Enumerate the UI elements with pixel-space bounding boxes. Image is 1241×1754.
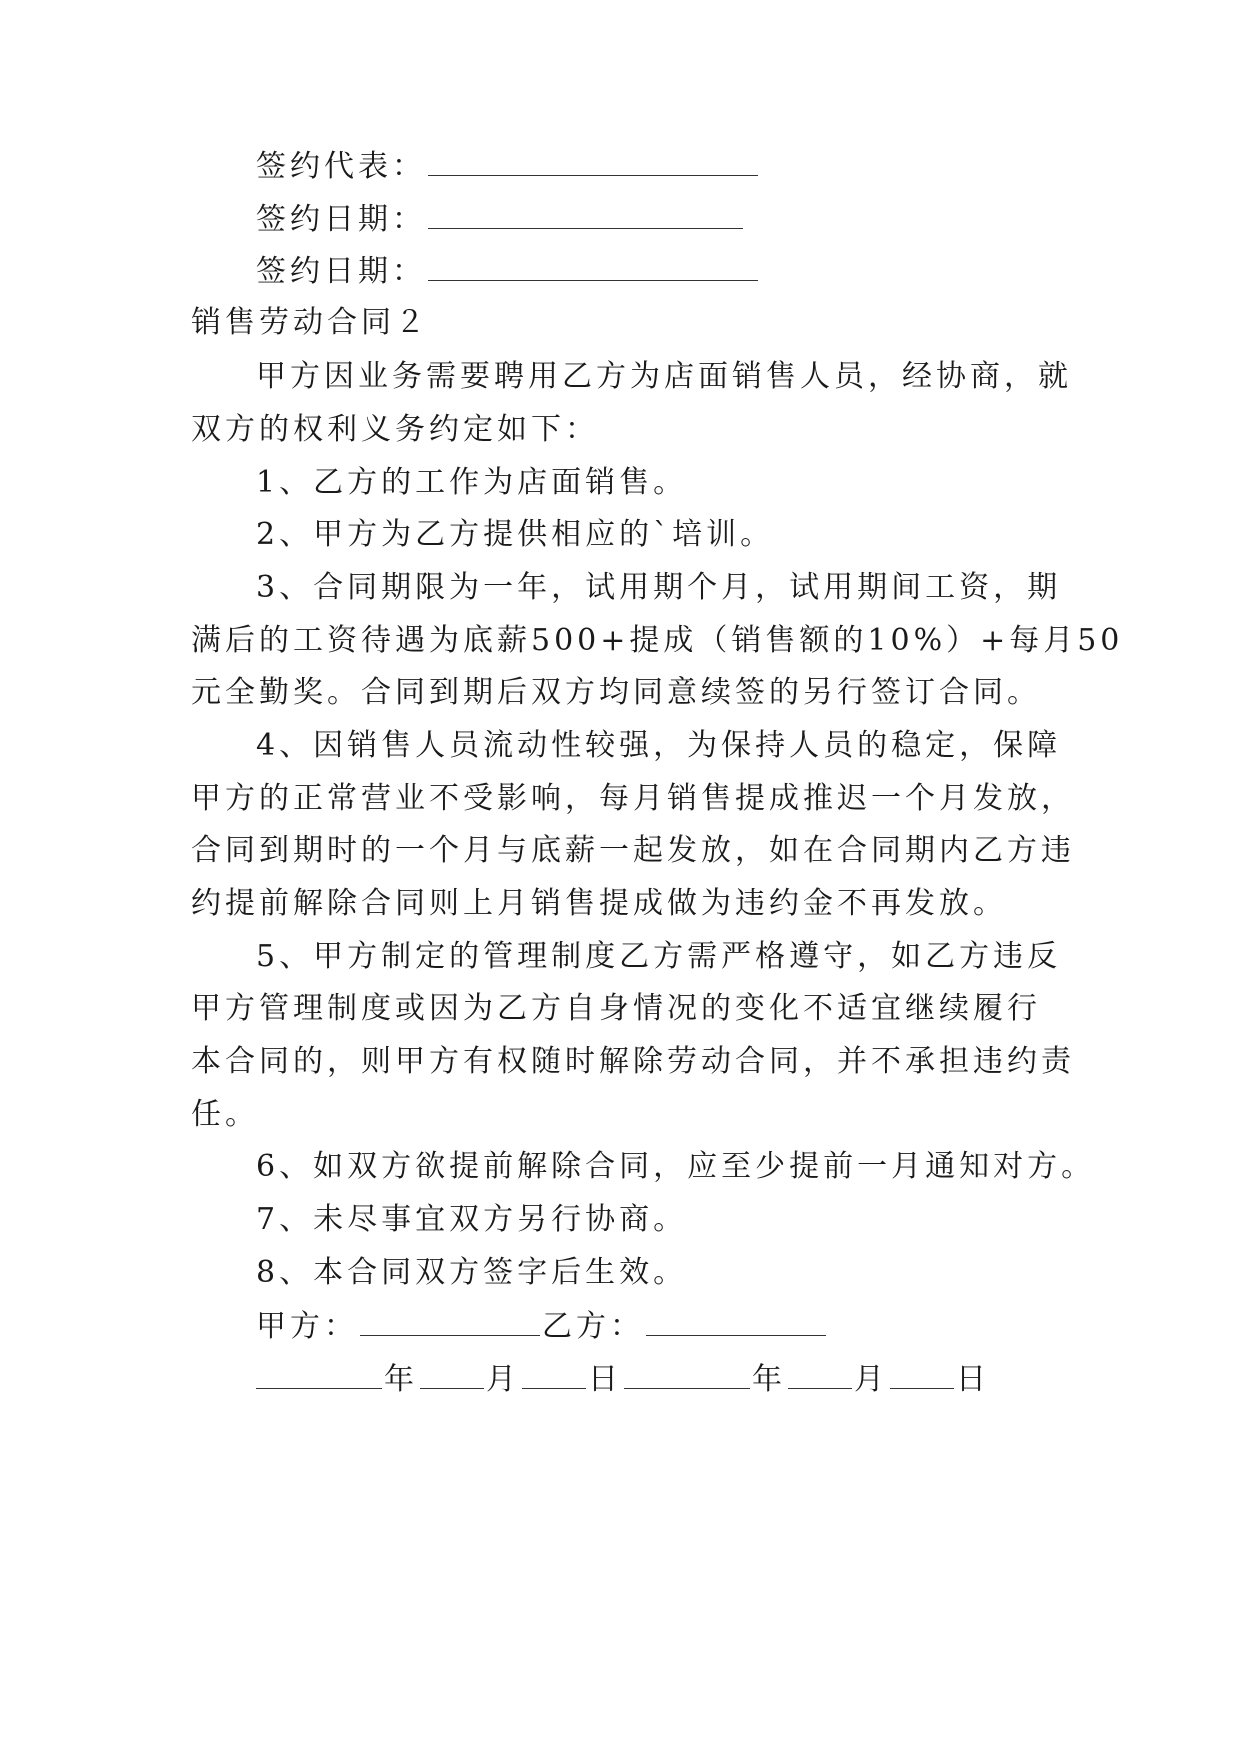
clause-2: 2、甲方为乙方提供相应的`培训。: [256, 517, 775, 552]
clause-6: 6、如双方欲提前解除合同，应至少提前一月通知对方。: [256, 1149, 1096, 1184]
day-label-a: 日: [588, 1362, 622, 1397]
clause-3-line-1: 3、合同期限为一年，试用期个月，试用期间工资，期: [256, 570, 1062, 605]
month-label-a: 月: [486, 1362, 520, 1397]
signing-rep-label: 签约代表：: [256, 149, 426, 184]
party-a-blank: [360, 1305, 540, 1336]
year-label-a: 年: [384, 1362, 418, 1397]
day-label-b: 日: [956, 1362, 990, 1397]
party-b-label: 乙方：: [542, 1309, 644, 1344]
clause-4-line-2: 甲方的正常营业不受影响，每月销售提成推迟一个月发放，: [191, 781, 1075, 816]
clause-4-line-3: 合同到期时的一个月与底薪一起发放，如在合同期内乙方违: [191, 833, 1075, 868]
year-blank-a: [256, 1358, 382, 1389]
month-blank-a: [420, 1358, 484, 1389]
signing-date-line-1: [256, 198, 1136, 240]
signing-date-label-2: 签约日期：: [256, 254, 426, 289]
signing-date-line-2: [256, 250, 1136, 292]
clause-7: 7、未尽事宜双方另行协商。: [256, 1202, 688, 1237]
signing-date-blank-2: [428, 250, 758, 281]
party-signature-line: [256, 1305, 1136, 1347]
signing-date-blank-1: [428, 198, 743, 229]
clause-5-line-1: 5、甲方制定的管理制度乙方需严格遵守，如乙方违反: [256, 939, 1062, 974]
paragraph-line: 双方的权利义务约定如下：: [191, 412, 599, 447]
clause-3-line-2: 满后的工资待遇为底薪500+提成（销售额的10%）+每月50: [191, 623, 1124, 658]
clause-4-line-4: 约提前解除合同则上月销售提成做为违约金不再发放。: [191, 886, 1007, 921]
year-blank-b: [624, 1358, 750, 1389]
signing-rep-blank: [428, 145, 758, 176]
month-blank-b: [788, 1358, 852, 1389]
signing-rep-line: [256, 145, 1136, 187]
clause-3-line-3: 元全勤奖。合同到期后双方均同意续签的另行签订合同。: [191, 675, 1041, 710]
clause-1: 1、乙方的工作为店面销售。: [256, 465, 688, 500]
paragraph-line: 甲方因业务需要聘用乙方为店面销售人员，经协商，就: [256, 359, 1072, 394]
clause-8: 8、本合同双方签字后生效。: [256, 1255, 688, 1290]
date-signature-line: [256, 1358, 1136, 1400]
clause-4-line-1: 4、因销售人员流动性较强，为保持人员的稳定，保障: [256, 728, 1062, 763]
party-a-label: 甲方：: [256, 1309, 358, 1344]
year-label-b: 年: [752, 1362, 786, 1397]
clause-5-line-2: 甲方管理制度或因为乙方自身情况的变化不适宜继续履行: [191, 991, 1041, 1026]
party-b-blank: [646, 1305, 826, 1336]
month-label-b: 月: [854, 1362, 888, 1397]
day-blank-b: [890, 1358, 954, 1389]
signing-date-label-1: 签约日期：: [256, 202, 426, 237]
day-blank-a: [522, 1358, 586, 1389]
contract-title: 销售劳动合同２: [191, 305, 429, 340]
clause-5-line-4: 任。: [191, 1097, 259, 1132]
clause-5-line-3: 本合同的，则甲方有权随时解除劳动合同，并不承担违约责: [191, 1044, 1075, 1079]
